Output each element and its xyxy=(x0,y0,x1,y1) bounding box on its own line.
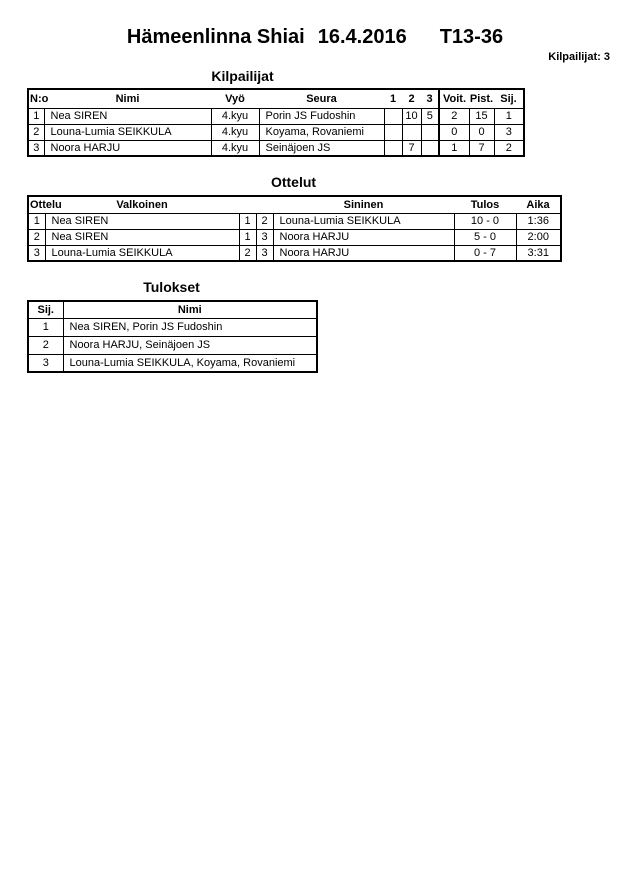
column-header-result-name: Nimi xyxy=(63,301,317,318)
column-header-white: Valkoinen xyxy=(45,196,239,213)
blue-no-cell: 3 xyxy=(256,245,273,261)
column-header-blue-no xyxy=(256,196,273,213)
column-header-score: Tulos xyxy=(454,196,516,213)
column-header-white-no xyxy=(239,196,256,213)
column-header-name: Nimi xyxy=(44,89,211,108)
column-header-wins: Voit. xyxy=(439,89,469,108)
matches-table xyxy=(27,195,562,262)
match3-score-cell xyxy=(421,140,439,156)
match3-score-cell: 5 xyxy=(421,108,439,124)
column-header-points: Pist. xyxy=(469,89,494,108)
column-header-match2: 2 xyxy=(402,89,421,108)
match2-score-cell: 10 xyxy=(402,108,421,124)
column-header-result-place: Sij. xyxy=(28,301,63,318)
blue-no-cell: 3 xyxy=(256,229,273,245)
white-name-cell: Louna-Lumia SEIKKULA xyxy=(45,245,239,261)
blue-name-cell: Noora HARJU xyxy=(273,229,454,245)
score-cell: 0 - 7 xyxy=(454,245,516,261)
match-row xyxy=(28,245,561,261)
column-header-match1: 1 xyxy=(384,89,402,108)
column-header-no: N:o xyxy=(28,89,44,108)
match-no-cell: 2 xyxy=(28,229,45,245)
blue-no-cell: 2 xyxy=(256,213,273,229)
competitor-name-cell: Nea SIREN xyxy=(44,108,211,124)
place-cell: 2 xyxy=(494,140,524,156)
blue-name-cell: Noora HARJU xyxy=(273,245,454,261)
competitor-row xyxy=(28,140,524,156)
wins-cell: 1 xyxy=(439,140,469,156)
result-row xyxy=(28,354,317,372)
white-no-cell: 2 xyxy=(239,245,256,261)
result-place-cell: 3 xyxy=(28,354,63,372)
competitor-count-label: Kilpailijat: 3 xyxy=(548,51,610,63)
white-name-cell: Nea SIREN xyxy=(45,229,239,245)
competitor-no-cell: 1 xyxy=(28,108,44,124)
result-row xyxy=(28,336,317,354)
result-place-cell: 2 xyxy=(28,336,63,354)
match-no-cell: 1 xyxy=(28,213,45,229)
matches-header-row xyxy=(28,196,561,213)
results-heading: Tulokset xyxy=(143,279,200,295)
points-cell: 15 xyxy=(469,108,494,124)
place-cell: 1 xyxy=(494,108,524,124)
white-name-cell: Nea SIREN xyxy=(45,213,239,229)
column-header-blue: Sininen xyxy=(273,196,454,213)
competitor-row xyxy=(28,108,524,124)
match-row xyxy=(28,213,561,229)
result-name-cell: Nea SIREN, Porin JS Fudoshin xyxy=(63,318,317,336)
result-place-cell: 1 xyxy=(28,318,63,336)
competitor-name-cell: Louna-Lumia SEIKKULA xyxy=(44,124,211,140)
title-event: Hämeenlinna Shiai xyxy=(126,26,305,48)
competitors-header-row xyxy=(28,89,524,108)
matches-heading: Ottelut xyxy=(270,174,317,190)
page-title xyxy=(0,26,630,49)
time-cell: 2:00 xyxy=(516,229,561,245)
match2-score-cell xyxy=(402,124,421,140)
white-no-cell: 1 xyxy=(239,229,256,245)
competitor-club-cell: Koyama, Rovaniemi xyxy=(259,124,384,140)
match1-score-cell xyxy=(384,140,402,156)
score-cell: 5 - 0 xyxy=(454,229,516,245)
place-cell: 3 xyxy=(494,124,524,140)
competitor-belt-cell: 4.kyu xyxy=(211,124,259,140)
match-no-cell: 3 xyxy=(28,245,45,261)
points-cell: 7 xyxy=(469,140,494,156)
match-row xyxy=(28,229,561,245)
time-cell: 3:31 xyxy=(516,245,561,261)
column-header-match-no: Ottelu xyxy=(28,196,45,213)
results-header-row xyxy=(28,301,317,318)
competitor-club-cell: Seinäjoen JS xyxy=(259,140,384,156)
competitors-heading: Kilpailijat xyxy=(211,68,274,84)
results-table xyxy=(27,300,318,373)
match1-score-cell xyxy=(384,124,402,140)
competitor-club-cell: Porin JS Fudoshin xyxy=(259,108,384,124)
points-cell: 0 xyxy=(469,124,494,140)
result-name-cell: Louna-Lumia SEIKKULA, Koyama, Rovaniemi xyxy=(63,354,317,372)
blue-name-cell: Louna-Lumia SEIKKULA xyxy=(273,213,454,229)
column-header-club: Seura xyxy=(259,89,384,108)
match3-score-cell xyxy=(421,124,439,140)
competitor-no-cell: 2 xyxy=(28,124,44,140)
competitor-name-cell: Noora HARJU xyxy=(44,140,211,156)
result-name-cell: Noora HARJU, Seinäjoen JS xyxy=(63,336,317,354)
result-row xyxy=(28,318,317,336)
competitor-row xyxy=(28,124,524,140)
title-category: T13-36 xyxy=(439,26,504,48)
competitor-belt-cell: 4.kyu xyxy=(211,140,259,156)
column-header-belt: Vyö xyxy=(211,89,259,108)
title-date: 16.4.2016 xyxy=(317,26,407,48)
match2-score-cell: 7 xyxy=(402,140,421,156)
competitors-table xyxy=(27,88,525,157)
column-header-match3: 3 xyxy=(421,89,439,108)
column-header-place: Sij. xyxy=(494,89,524,108)
match1-score-cell xyxy=(384,108,402,124)
wins-cell: 2 xyxy=(439,108,469,124)
time-cell: 1:36 xyxy=(516,213,561,229)
wins-cell: 0 xyxy=(439,124,469,140)
competitor-belt-cell: 4.kyu xyxy=(211,108,259,124)
white-no-cell: 1 xyxy=(239,213,256,229)
column-header-time: Aika xyxy=(516,196,561,213)
score-cell: 10 - 0 xyxy=(454,213,516,229)
competitor-no-cell: 3 xyxy=(28,140,44,156)
